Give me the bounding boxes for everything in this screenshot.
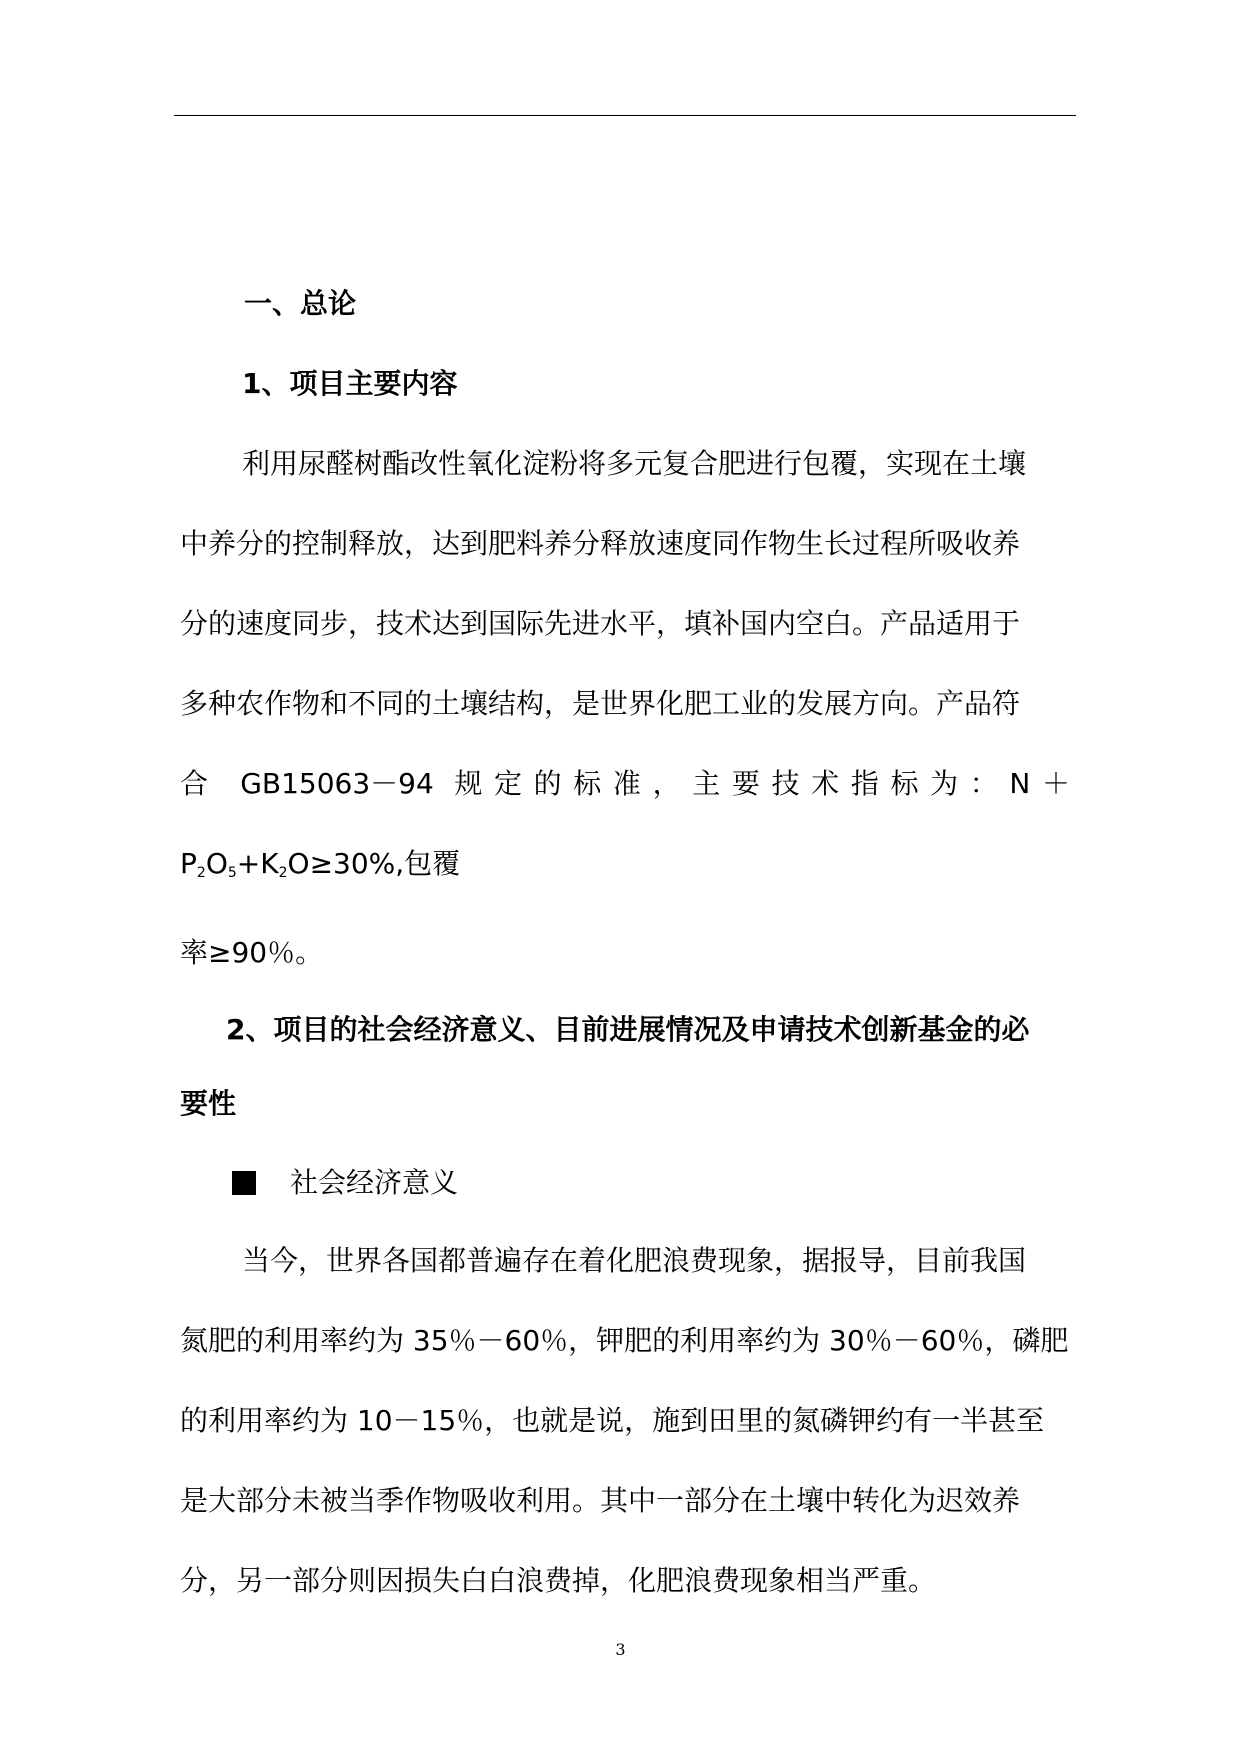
formula-p-subscript: 2: [196, 865, 206, 881]
formula-k-subscript: 2: [278, 865, 288, 881]
formula-plus-k: +K: [236, 847, 279, 880]
paragraph-line: 是大部分未被当季作物吸收利用。其中一部分在土壤中转化为迟效养: [180, 1484, 1021, 1517]
paragraph-line: 利用尿醛树酯改性氧化淀粉将多元复合肥进行包覆，实现在土壤: [242, 447, 1027, 480]
formula-o: O: [205, 847, 228, 880]
subsection-title-line: 要性: [180, 1087, 237, 1120]
paragraph-line: 中养分的控制释放，达到肥料养分释放速度同作物生长过程所吸收养: [180, 527, 1021, 560]
paragraph-line-formula: [180, 744, 1070, 913]
paragraph-line: 分，另一部分则因损失白白浪费掉，化肥浪费现象相当严重。: [180, 1564, 937, 1597]
paragraph-line: 氮肥的利用率约为 35％－60％，钾肥的利用率约为 30％－60％，磷肥: [180, 1324, 1069, 1357]
paragraph-main-content: [180, 424, 1070, 993]
paragraph-line: 率≥90％。: [180, 936, 324, 969]
paragraph-line: 分的速度同步，技术达到国际先进水平，填补国内空白。产品适用于: [180, 607, 1021, 640]
paragraph-fertilizer-waste: [180, 1221, 1070, 1621]
page-number: 3: [615, 1640, 626, 1659]
bullet-label: 社会经济意义: [290, 1166, 459, 1199]
formula-suffix: O≥30%,包覆: [287, 847, 461, 880]
header-rule: [174, 115, 1076, 116]
formula-o-subscript: 5: [227, 865, 237, 881]
bullet-item-social-economic: [180, 1141, 1070, 1225]
subsection-title-line: 2、项目的社会经济意义、目前进展情况及申请技术创新基金的必: [226, 1013, 1030, 1046]
paragraph-line: 当今，世界各国都普遍存在着化肥浪费现象，据报导，目前我国: [242, 1244, 1027, 1277]
paragraph-line: 多种农作物和不同的土壤结构，是世界化肥工业的发展方向。产品符: [180, 687, 1021, 720]
formula-prefix: 合 GB15063－94 规定的标准，主要技术指标为：N＋P: [180, 767, 1070, 880]
subsection-title-significance: [180, 993, 1070, 1141]
subsection-title-main-content: 1、项目主要内容: [242, 367, 458, 400]
section-title: 一、总论: [244, 287, 357, 320]
paragraph-line: 的利用率约为 10－15％，也就是说，施到田里的氮磷钾约有一半甚至: [180, 1404, 1045, 1437]
square-bullet-icon: [232, 1171, 256, 1195]
document-body: [180, 264, 1070, 1621]
